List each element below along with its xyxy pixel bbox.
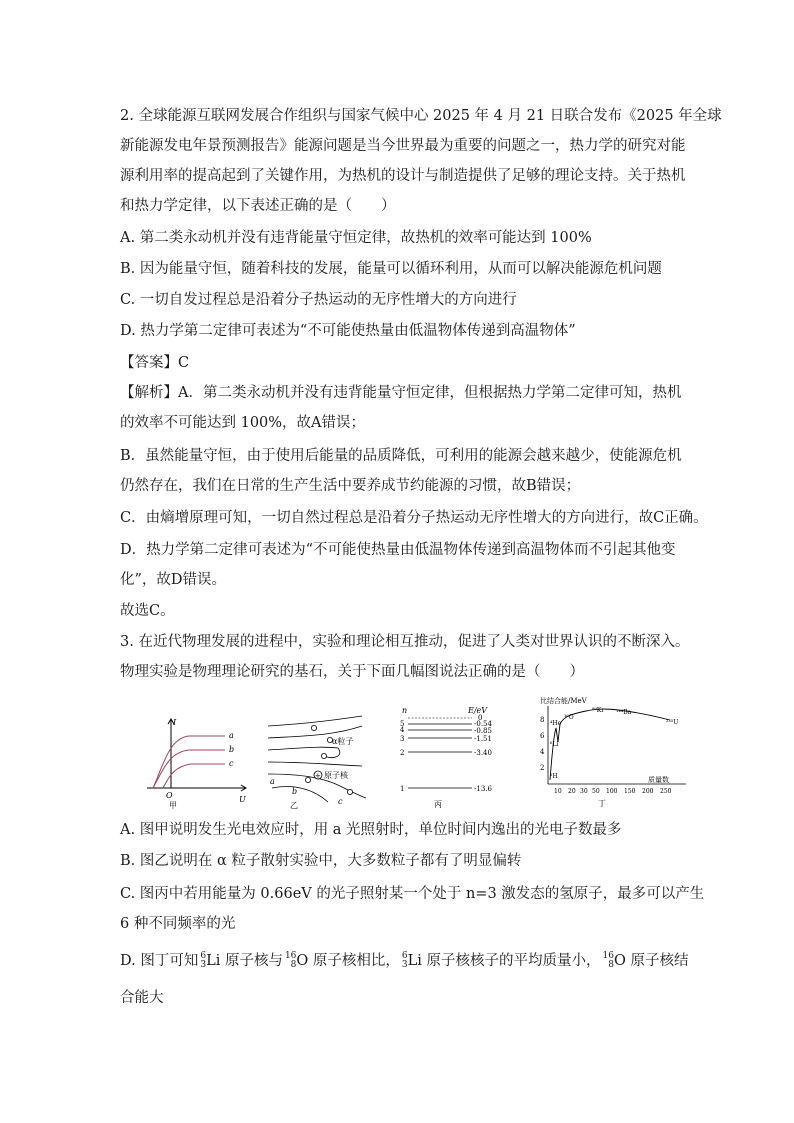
- q3-stem-line-1: 3. 在近代物理发展的进程中，实验和理论相互推动，促进了人类对世界认识的不断深入。: [120, 634, 690, 650]
- q2-explanation-4: 仍然存在，我们在日常的生产生活中要养成节约能源的习惯，故B错误；: [120, 478, 581, 494]
- q3-option-a: A. 图甲说明发生光电效应时，用 a 光照射时，单位时间内逸出的光电子数最多: [120, 822, 622, 838]
- q2-answer: 【答案】C: [120, 355, 190, 371]
- ding-nuclide-h: ²H: [550, 773, 558, 780]
- q3-stem-line-2: 物理实验是物理理论研究的基石，关于下面几幅图说法正确的是（ ）: [120, 664, 584, 680]
- q2-explanation-3: B．虽然能量守恒，由于使用后能量的品质降低，可利用的能源会越来越少，使能源危机: [120, 448, 682, 464]
- ding-caption: 丁: [598, 799, 606, 808]
- jia-origin: O: [166, 791, 173, 800]
- ding-x-tick-100: 100: [606, 788, 618, 795]
- ding-nuclide-ba: ¹⁴⁴Ba: [616, 709, 632, 716]
- o-atomic-number-2: 8: [608, 960, 614, 970]
- ding-nuclide-u: ²³⁵U: [666, 719, 679, 726]
- ding-x-tick-20: 20: [568, 788, 576, 795]
- o-mass-number-2: 16: [602, 951, 614, 961]
- ding-y-tick-2: 2: [540, 764, 545, 772]
- ding-x-tick-200: 200: [642, 788, 654, 795]
- jia-caption: 甲: [169, 801, 177, 810]
- q2-conclusion: 故选C。: [120, 603, 175, 619]
- jia-x-label: U: [239, 795, 246, 804]
- yi-alpha-particle-1: [311, 725, 316, 730]
- ding-y-tick-4: 4: [540, 748, 545, 756]
- q3-option-c-line-2: 6 种不同频率的光: [120, 916, 236, 932]
- bing-level-5-value: -0.54: [474, 720, 492, 728]
- q2-option-c: C. 一切自发过程总是沿着分子热运动的无序性增大的方向进行: [120, 292, 517, 308]
- q2-option-d: D. 热力学第二定律可表述为“不可能使热量由低温物体传递到高温物体”: [120, 323, 576, 339]
- ding-x-tick-30: 30: [580, 788, 588, 795]
- figure-bing: [396, 704, 506, 812]
- bing-level-5-n: 5: [400, 720, 405, 728]
- jia-label-b: b: [229, 745, 235, 754]
- q2-explanation-7: 化”，故D错误。: [120, 572, 227, 588]
- ding-x-tick-50: 50: [592, 788, 600, 795]
- ding-nuclide-he: ⁴He: [550, 720, 562, 727]
- q2-explanation-5: C．由熵增原理可知，一切自然过程总是沿着分子热运动无序性增大的方向进行，故C正确。: [120, 510, 708, 526]
- bing-level-1-value: -13.6: [474, 785, 492, 793]
- li-atomic-number: 3: [200, 960, 207, 970]
- bing-level-2-n: 2: [400, 749, 405, 757]
- ding-y-label: 比结合能/MeV: [540, 697, 587, 705]
- yi-track-6: [272, 787, 328, 802]
- jia-curve-c: [163, 764, 225, 788]
- yi-caption: 乙: [290, 801, 298, 810]
- yi-track-4: [268, 762, 362, 766]
- bing-level-3-value: -1.51: [474, 735, 492, 743]
- q2-stem-line-3: 源利用率的提高起到了关键作用，为热机的设计与制造提供了足够的理论支持。关于热机: [120, 168, 686, 184]
- q3-option-d-li-2: Li 原子核核子的平均质量小，: [407, 953, 601, 969]
- bing-level-3-n: 3: [400, 735, 405, 743]
- li-mass-number-2: 6: [401, 951, 408, 961]
- yi-alpha-particle-3: [321, 753, 326, 758]
- yi-label-b: b: [292, 787, 298, 796]
- q2-stem-line-2: 新能源发电年景预测报告》能源问题是当今世界最为重要的问题之一，热力学的研究对能: [120, 138, 686, 154]
- q3-option-b: B. 图乙说明在 α 粒子散射实验中，大多数粒子都有了明显偏转: [120, 853, 522, 869]
- q3-option-c-line-1: C. 图丙中若用能量为 0.66eV 的光子照射某一个处于 n=3 激发态的氢原子，最多可以产生: [120, 886, 705, 902]
- q2-explanation-6: D．热力学第二定律可表述为“不可能使热量由低温物体传递到高温物体而不引起其他变: [120, 542, 676, 558]
- q3-option-d-line-2: 合能大: [120, 990, 164, 1006]
- ding-nuclide-kr: ⁸⁹Kr: [592, 707, 605, 714]
- ding-x-label: 质量数: [648, 776, 669, 784]
- ding-x-tick-150: 150: [624, 788, 636, 795]
- yi-track-1: [268, 716, 362, 726]
- ding-x-tick-250: 250: [660, 788, 672, 795]
- yi-label-c: c: [338, 797, 343, 806]
- q2-stem-line-1: 2. 全球能源互联网发展合作组织与国家气候中心 2025 年 4 月 21 日联合发布《2025 年全球: [120, 108, 722, 124]
- bing-level-4-n: 4: [400, 726, 405, 734]
- yi-alpha-particle-5: [347, 789, 352, 794]
- ding-y-tick-8: 8: [540, 716, 545, 724]
- yi-label-a: a: [270, 777, 275, 786]
- figure-jia: [145, 716, 255, 812]
- bing-n-label: n: [402, 706, 408, 715]
- ding-nuclide-o: ¹⁶O: [564, 714, 574, 721]
- bing-level-2-value: -3.40: [474, 749, 492, 757]
- yi-alpha-particle-4: [305, 777, 310, 782]
- q2-stem-line-4: 和热力学定律，以下表述正确的是（ ）: [120, 198, 396, 214]
- bing-caption: 丙: [434, 800, 442, 809]
- yi-track-3: [268, 747, 340, 757]
- q3-option-d-li: Li 原子核与: [206, 953, 283, 969]
- li-atomic-number-2: 3: [401, 960, 408, 970]
- q2-explanation-2: 的效率不可能达到 100%，故A错误；: [120, 415, 366, 431]
- o-atomic-number: 8: [290, 960, 297, 970]
- jia-label-a: a: [229, 731, 234, 740]
- q3-option-d-o-2: O 原子核结: [613, 953, 689, 969]
- yi-alpha-label: α粒子: [332, 737, 354, 746]
- bing-level-1-n: 1: [400, 785, 405, 793]
- jia-curve-b: [153, 750, 225, 788]
- jia-curve-a: [153, 736, 225, 788]
- q3-option-d-line-1: [120, 951, 688, 971]
- yi-nucleus-label: 原子核: [324, 771, 348, 780]
- jia-label-c: c: [229, 759, 234, 768]
- q3-option-d-prefix: D. 图丁可知: [120, 953, 199, 969]
- q2-explanation-1: 【解析】A．第二类永动机并没有违背能量守恒定律，但根据热力学第二定律可知，热机: [120, 385, 682, 401]
- q2-option-b: B. 因为能量守恒，随着科技的发展，能量可以循环利用，从而可以解决能源危机问题: [120, 261, 662, 277]
- ding-x-tick-10: 10: [554, 788, 562, 795]
- jia-axes: [147, 719, 246, 791]
- q3-option-d-o: O 原子核相比，: [296, 953, 400, 969]
- ding-y-tick-6: 6: [540, 732, 545, 740]
- ding-nuclide-li: ⁶Li: [550, 741, 559, 748]
- li-mass-number: 6: [200, 951, 207, 961]
- bing-level-inf-value: 0: [478, 714, 483, 722]
- bing-e-label: E/eV: [468, 706, 488, 715]
- bing-level-4-value: -0.85: [474, 727, 492, 735]
- figure-ding: [530, 694, 690, 810]
- jia-y-label: I: [173, 718, 177, 727]
- yi-nucleus-plus: +: [315, 772, 321, 780]
- o-mass-number: 16: [284, 951, 297, 961]
- q2-option-a: A. 第二类永动机并没有违背能量守恒定律，故热机的效率可能达到 100%: [120, 230, 592, 246]
- figure-yi: [262, 712, 374, 812]
